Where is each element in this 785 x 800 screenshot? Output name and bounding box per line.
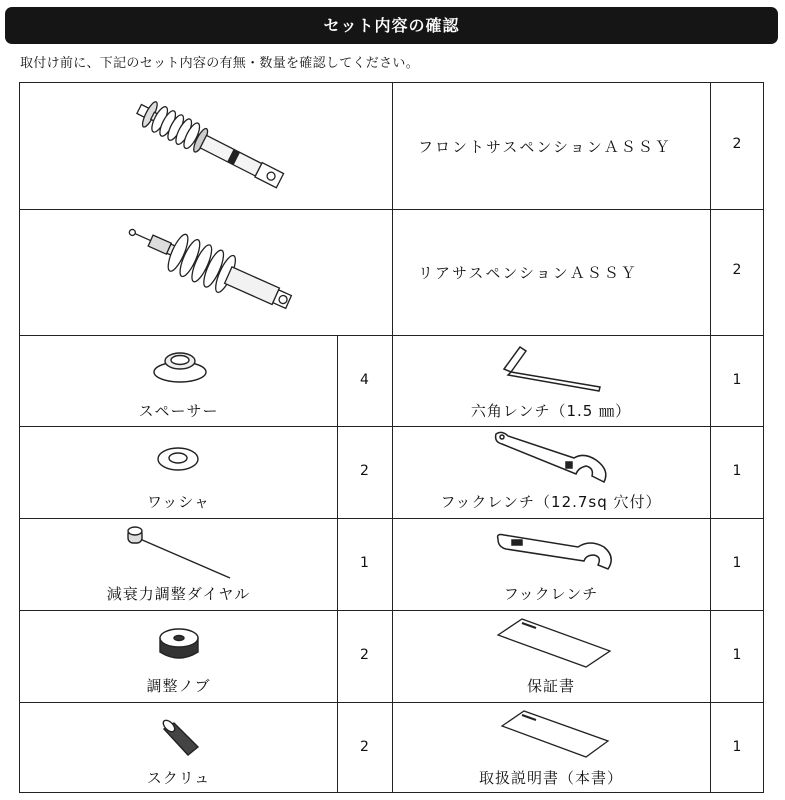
item-name: スクリュ — [146, 769, 211, 787]
section-title-bar — [5, 7, 778, 44]
item-name: 保証書 — [526, 677, 575, 695]
item-quantity: 1 — [732, 739, 742, 755]
item-name: リアサスペンションＡＳＳＹ — [418, 264, 638, 282]
item-quantity: 1 — [732, 372, 742, 388]
item-quantity: 1 — [732, 555, 742, 571]
item-quantity: 4 — [360, 372, 369, 388]
item-name: フックレンチ — [503, 585, 599, 603]
washer-icon — [156, 445, 200, 473]
rear-suspension-icon — [20, 209, 392, 335]
screw-icon — [158, 719, 202, 759]
hook-wrench-icon — [494, 533, 619, 573]
section-title: セット内容の確認 — [323, 16, 460, 35]
item-quantity: 2 — [360, 463, 369, 479]
item-quantity: 1 — [732, 647, 742, 663]
col-divider — [710, 83, 711, 792]
hook-wrench-square-hole-icon — [492, 430, 622, 486]
manual-document-icon — [500, 709, 610, 759]
item-name: スペーサー — [138, 402, 219, 420]
item-quantity: 2 — [360, 647, 369, 663]
front-suspension-icon — [20, 83, 392, 209]
item-name: フックレンチ（12.7sq 穴付） — [440, 493, 662, 511]
front-suspension-image-cell — [20, 83, 392, 209]
adjust-knob-icon — [158, 626, 200, 666]
hex-wrench-icon — [502, 341, 602, 391]
item-name: 取扱説明書（本書） — [478, 769, 623, 787]
item-name: 調整ノブ — [146, 677, 211, 695]
item-quantity: 1 — [360, 555, 369, 571]
item-name: フロントサスペンションＡＳＳＹ — [418, 138, 672, 156]
item-name: 六角レンチ（1.5 ㎜） — [470, 402, 632, 420]
rear-suspension-image-cell — [20, 209, 392, 335]
warranty-document-icon — [496, 617, 611, 669]
damping-dial-icon — [124, 523, 234, 581]
spacer-icon — [150, 348, 210, 388]
item-name: ワッシャ — [147, 493, 210, 511]
item-name: 減衰力調整ダイヤル — [106, 585, 251, 603]
item-quantity: 2 — [732, 262, 742, 278]
parts-table — [19, 82, 764, 793]
item-quantity: 1 — [732, 463, 742, 479]
intro-text: 取付け前に、下記のセット内容の有無・数量を確認してください。 — [20, 56, 420, 71]
item-quantity: 2 — [360, 739, 369, 755]
item-quantity: 2 — [732, 136, 742, 152]
